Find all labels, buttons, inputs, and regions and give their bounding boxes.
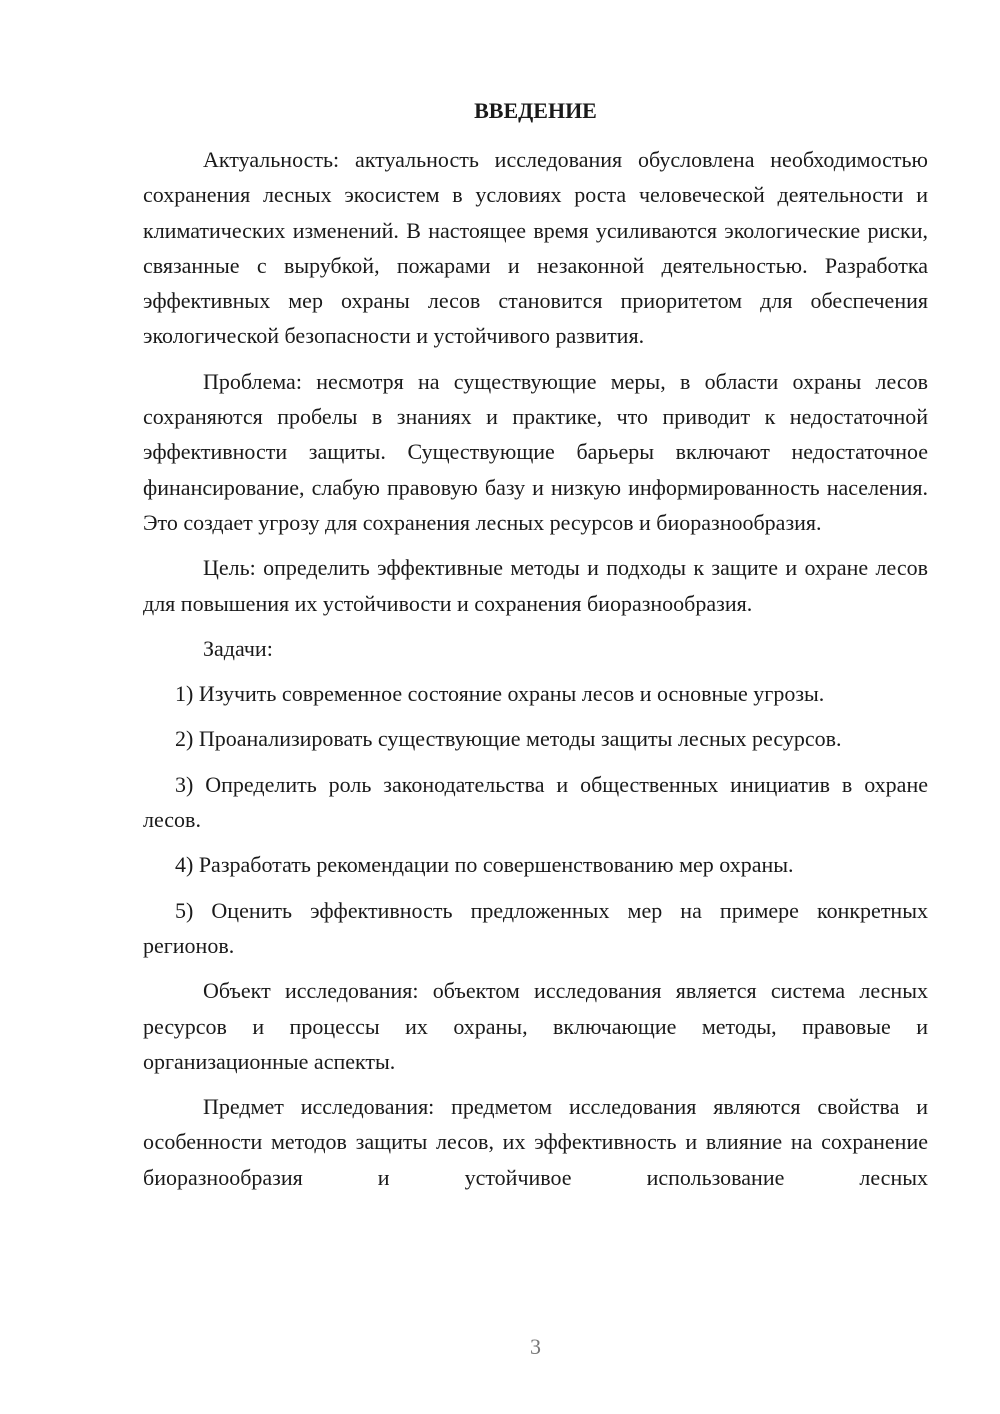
task-item: 5) Оценить эффективность предложенных мер на примере конкретных регионов.	[143, 897, 928, 958]
paragraph-subject: Предмет исследования: предметом исследования являются свойства и особенности методов защиты лесов, их эффективность и влияние на сохранение биоразнообразия и устойчивое использование лесных	[143, 1094, 928, 1190]
body-text	[143, 142, 928, 1195]
page-number: 3	[530, 1334, 541, 1359]
task-item: 4) Разработать рекомендации по совершенствованию мер охраны.	[175, 852, 794, 878]
paragraph-goal: Цель: определить эффективные методы и подходы к защите и охране лесов для повышения их устойчивости и сохранения биоразнообразия.	[143, 555, 928, 616]
tasks-label: Задачи:	[203, 635, 273, 661]
task-item: 1) Изучить современное состояние охраны лесов и основные угрозы.	[175, 681, 825, 707]
task-item: 3) Определить роль законодательства и общественных инициатив в охране лесов.	[143, 771, 928, 833]
task-item: 2) Проанализировать существующие методы защиты лесных ресурсов.	[175, 726, 842, 752]
paragraph-relevance: Актуальность: актуальность исследования обусловлена необходимостью сохранения лесных экосистем в условиях роста человеческой деятельности и климатических изменений. В настоящее время усиливаются экологические риски, связанные с вырубкой, пожарами и незаконной деятельностью. Разработка эффективных мер охраны лесов становится приоритетом для обеспечения экологической безопасности и устойчивого развития.	[143, 147, 928, 349]
paragraph-object: Объект исследования: объектом исследования является система лесных ресурсов и процессы их охраны, включающие методы, правовые и организационные аспекты.	[143, 978, 928, 1074]
paragraph-problem: Проблема: несмотря на существующие меры, в области охраны лесов сохраняются пробелы в знаниях и практике, что приводит к недостаточной эффективности защиты. Существующие барьеры включают недостаточное финансирование, слабую правовую базу и низкую информированность населения. Это создает угрозу для сохранения лесных ресурсов и биоразнообразия.	[143, 368, 928, 535]
section-heading: ВВЕДЕНИЕ	[474, 98, 597, 123]
